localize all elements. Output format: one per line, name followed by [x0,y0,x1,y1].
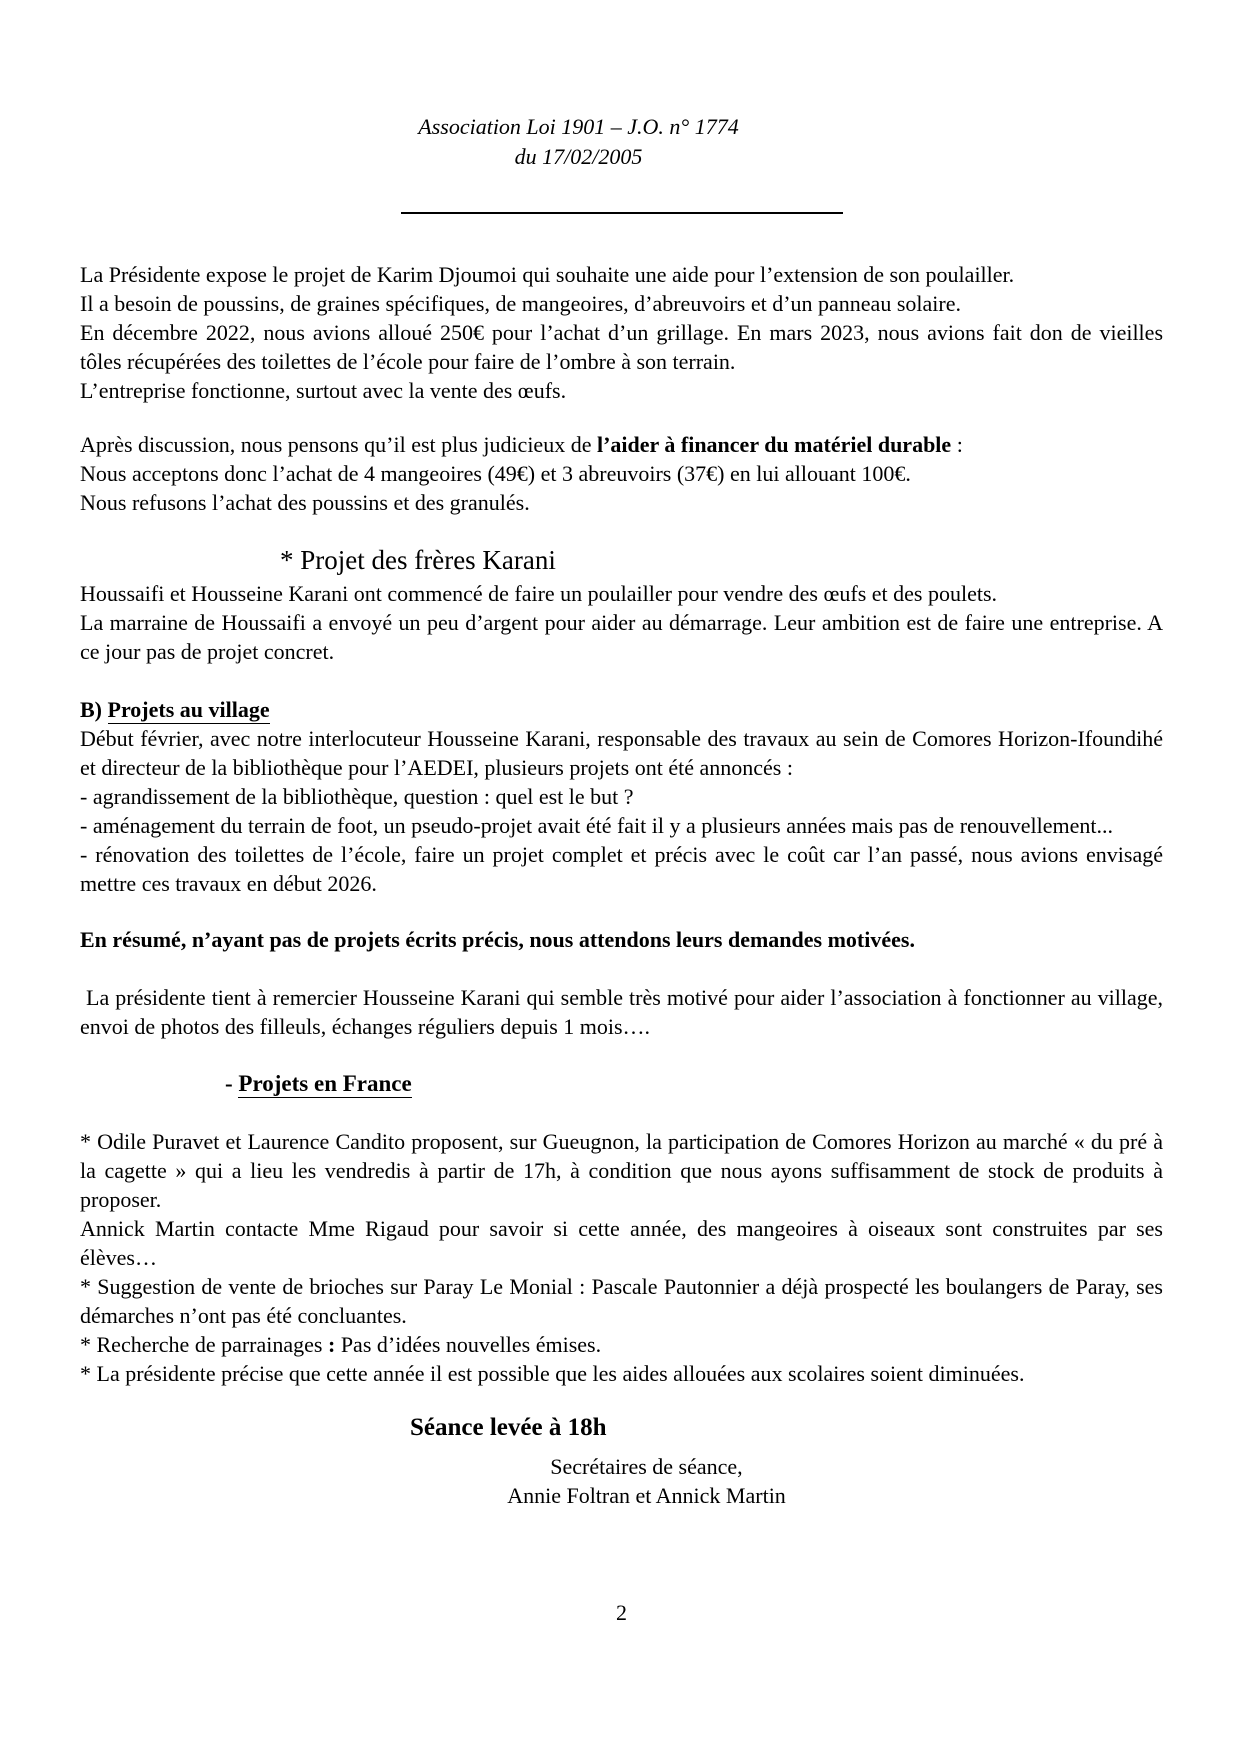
list-item-bibliotheque: - agrandissement de la bibliothèque, question : quel est le but ? [80,784,634,809]
signature-block [130,1452,1163,1510]
parrainages-rest: Pas d’idées nouvelles émises. [335,1332,602,1357]
paragraph-karim-historique: En décembre 2022, nous avions alloué 250€ pour l’achat d’un grillage. En mars 2023, nous avions fait don de vieilles tôles récupérées des toilettes de l’école pour faire de l’ombre à son terrain. [80,320,1163,374]
paragraph-mangeoires-oiseaux: Annick Martin contacte Mme Rigaud pour savoir si cette année, des mangeoires à oiseaux sont construites par ses élèves… [80,1216,1163,1270]
paragraph-karim-besoins: Il a besoin de poussins, de graines spécifiques, de mangeoires, d’abreuvoirs et d’un panneau solaire. [80,291,961,316]
heading-seance-levee: Séance levée à 18h [410,1414,607,1441]
header-divider [401,212,843,214]
village-section-label: B) [80,697,108,722]
france-heading-underlined: Projets en France [238,1071,411,1098]
header-association-line: Association Loi 1901 – J.O. n° 1774 [418,114,739,139]
page-number: 2 [616,1600,627,1625]
decision-bold-text: l’aider à financer du matériel durable [596,432,952,457]
document-header [80,112,1077,172]
france-dash: - [225,1071,239,1096]
heading-projets-village [80,695,1163,724]
village-heading-underlined: Projets au village [108,697,270,724]
paragraph-karani-poulailler: Houssaifi et Housseine Karani ont commencé de faire un poulailler pour vendre des œufs et des poulets. [80,581,998,606]
paragraph-acceptation: Nous acceptons donc l’achat de 4 mangeoires (49€) et 3 abreuvoirs (37€) en lui allouant 100€. [80,461,911,486]
paragraph-parrainages [80,1330,1163,1359]
heading-projet-karani: * Projet des frères Karani [280,545,556,575]
paragraph-marche-gueugnon: * Odile Puravet et Laurence Candito proposent, sur Gueugnon, la participation de Comores Horizon au marché « du pré à la cagette » qui a lieu les vendredis à partir de 17h, à condition que nous ayons suffisamment de stock de produits à proposer. [80,1129,1163,1212]
paragraph-brioches-paray: * Suggestion de vente de brioches sur Paray Le Monial : Pascale Pautonnier a déjà prospecté les boulangers de Paray, ses démarches n’ont pas été concluantes. [80,1274,1163,1328]
header-date-line: du 17/02/2005 [514,144,643,169]
parrainages-prefix: * Recherche de parrainages [80,1332,328,1357]
heading-projets-france [80,1069,1163,1098]
paragraph-karani-marraine: La marraine de Houssaifi a envoyé un peu d’argent pour aider au démarrage. Leur ambition est de faire une entreprise. A ce jour pas de projet concret. [80,610,1163,664]
decision-prefix: Après discussion, nous pensons qu’il est plus judicieux de [80,432,597,457]
list-item-toilettes: - rénovation des toilettes de l’école, faire un projet complet et précis avec le coût car l’an passé, nous avions envisagé mettre ces travaux en début 2026. [80,842,1163,896]
paragraph-remerciement: La présidente tient à remercier Housseine Karani qui semble très motivé pour aider l’association à fonctionner au village, envoi de photos des filleuls, échanges réguliers depuis 1 mois…. [80,985,1163,1039]
list-item-terrain-foot: - aménagement du terrain de foot, un pseudo-projet avait été fait il y a plusieurs années mais pas de renouvellement... [80,813,1114,838]
secretaires-names: Annie Foltran et Annick Martin [507,1483,786,1508]
paragraph-village-intro: Début février, avec notre interlocuteur Housseine Karani, responsable des travaux au sein de Comores Horizon-Ifoundihé et directeur de la bibliothèque pour l’AEDEI, plusieurs projets ont été annoncés : [80,726,1163,780]
parrainages-colon: : [327,1332,336,1357]
paragraph-refus: Nous refusons l’achat des poussins et des granulés. [80,490,530,515]
paragraph-aides-scolaires: * La présidente précise que cette année il est possible que les aides allouées aux scolaires soient diminuées. [80,1361,1025,1386]
secretaires-label: Secrétaires de séance, [550,1454,743,1479]
decision-suffix: : [951,432,963,457]
paragraph-resume: En résumé, n’ayant pas de projets écrits précis, nous attendons leurs demandes motivées. [80,927,915,952]
paragraph-decision [80,430,1163,459]
paragraph-karim-entreprise: L’entreprise fonctionne, surtout avec la vente des œufs. [80,378,567,403]
paragraph-karim-intro: La Présidente expose le projet de Karim Djoumoi qui souhaite une aide pour l’extension de son poulailler. [80,262,1015,287]
